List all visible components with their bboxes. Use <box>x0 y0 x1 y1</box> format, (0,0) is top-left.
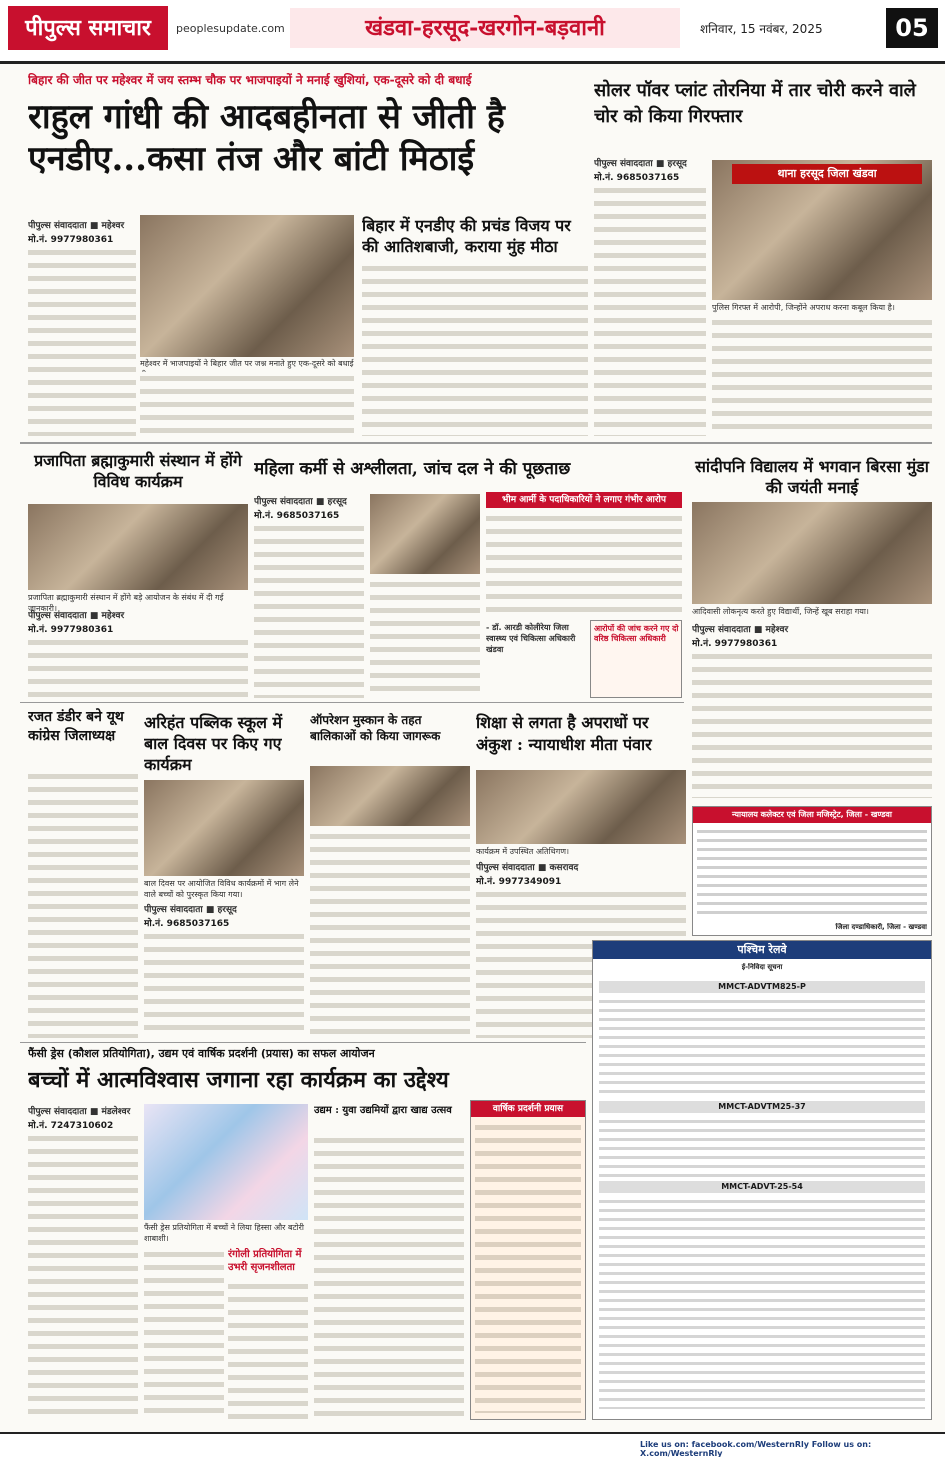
lead-headline: राहुल गांधी की आदबहीनता से जीती है एनडीए...कसा तंज और बांटी मिठाई <box>28 97 505 179</box>
railway-subtitle: ई-निविदा सूचना <box>741 963 783 971</box>
shiksha-headline: शिक्षा से लगता है अपराधों पर अंकुश : न्यायाधीश मीता पंवार <box>476 713 652 754</box>
railway-row-3-header: MMCT-ADVT-25-54 <box>599 1181 925 1193</box>
fancy-headline: बच्चों में आत्मविश्वास जगाना रहा कार्यक्रम का उद्देश्य <box>28 1067 449 1093</box>
fancy-kicker: फैंसी ड्रेस (कौशल प्रतियोगिता), उद्यम एवं वार्षिक प्रदर्शनी (प्रयास) का सफल आयोजन <box>28 1047 375 1060</box>
mahila-photo <box>370 494 480 574</box>
brahma-photo-caption: प्रजापिता ब्रह्माकुमारी संस्थान में होंगे बड़े आयोजन के संबंध में दी गई जानकारी। <box>28 593 224 613</box>
mahila-body-3 <box>486 512 682 616</box>
fancy-body-3 <box>228 1280 308 1420</box>
page-number: 05 <box>886 8 938 48</box>
lead-mobile: मो.नं. 9977980361 <box>28 235 114 245</box>
footer-social[interactable]: Like us on: facebook.com/WesternRly Follow us on: X.com/WesternRly <box>640 1440 872 1457</box>
court-notice <box>692 806 932 936</box>
fancy-subhead-1: रंगोली प्रतियोगिता में उभरी सृजनशीलता <box>228 1249 302 1273</box>
sandipani-photo-caption: आदिवासी लोकनृत्य करते हुए विद्यार्थी, जिन्हें खूब सराहा गया। <box>692 607 869 616</box>
row-divider-3 <box>20 1042 586 1043</box>
bihar-headline: बिहार में एनडीए की प्रचंड विजय पर की आतिशबाजी, कराया मुंह मीठा <box>362 216 571 256</box>
fancy-body <box>28 1132 138 1420</box>
sandipani-photo <box>692 502 932 604</box>
row-divider-2 <box>20 702 684 703</box>
mahila-boxed-note <box>590 620 682 698</box>
solar-headline: सोलर पॉवर प्लांट तोरनिया में तार चोरी करने वाले चोर को किया गिरफ्तार <box>594 80 916 127</box>
court-notice-title: न्यायालय कलेक्टर एवं जिला मजिस्ट्रेट, जिला - खण्डवा <box>693 807 931 823</box>
shiksha-mobile: मो.नं. 9977349091 <box>476 877 562 887</box>
sandipani-mobile: मो.नं. 9977980361 <box>692 639 778 649</box>
fancy-photo <box>144 1104 308 1220</box>
mahila-box-title: आरोपों की जांच करने गए दो वरिष्ठ चिकित्सा अधिकारी <box>594 624 679 643</box>
sandipani-headline: सांदीपनि विद्यालय में भगवान बिरसा मुंडा की जयंती मनाई <box>695 457 929 497</box>
brahma-byline: पीपुल्स संवाददाता ■ महेश्वर <box>28 611 125 621</box>
mahila-body <box>254 522 364 698</box>
fancy-body-2 <box>144 1248 224 1420</box>
brahma-photo <box>28 504 248 590</box>
fancy-subhead-2: उद्यम : युवा उद्यमियों द्वारा खाद्य उत्सव <box>314 1105 452 1116</box>
bihar-body <box>362 262 588 436</box>
fancy-body-4 <box>314 1134 464 1420</box>
lead-photo-caption: महेश्वर में भाजपाइयों ने बिहार जीत पर जश्न मनाते हुए एक-दूसरे को बधाई <box>140 359 354 368</box>
fancy-byline: पीपुल्स संवाददाता ■ मंडलेश्वर <box>28 1107 131 1117</box>
lead-photo <box>140 215 354 357</box>
shiksha-photo-caption: कार्यक्रम में उपस्थित अतिथिगण। <box>476 847 570 856</box>
mahila-subhead: भीम आर्मी के पदाधिकारियों ने लगाए गंभीर आरोप <box>486 492 682 508</box>
sandipani-body <box>692 650 932 798</box>
rajat-headline: रजत डंडीर बने यूथ कांग्रेस जिलाध्यक्ष <box>28 709 124 744</box>
railway-title: पश्चिम रेलवे <box>593 941 931 959</box>
fancy-photo-caption: फैंसी ड्रेस प्रतियोगिता में बच्चों ने लिया हिस्सा और बटोरी शाबाशी। <box>144 1223 304 1243</box>
newspaper-logo: पीपुल्स समाचार <box>8 6 168 50</box>
muskan-headline: ऑपरेशन मुस्कान के तहत बालिकाओं को किया जागरूक <box>310 713 441 743</box>
arihant-body <box>144 930 304 1038</box>
lead-kicker: बिहार की जीत पर महेश्वर में जय स्तम्भ चौक पर भाजपाइयों ने मनाई खुशियां, एक-दूसरे को दी बधाई <box>28 73 472 87</box>
railway-tender <box>592 940 932 1420</box>
police-station-sign: थाना हरसूद जिला खंडवा <box>732 164 922 184</box>
solar-body-2 <box>712 316 932 436</box>
website-link[interactable]: peoplesupdate.com <box>176 22 285 35</box>
mahila-headline: महिला कर्मी से अश्लीलता, जांच दल ने की पूछताछ <box>254 459 571 479</box>
arihant-photo-caption: बाल दिवस पर आयोजित विविध कार्यक्रमों में भाग लेने वाले बच्चों को पुरस्कृत किया गया। <box>144 879 299 899</box>
lead-byline: पीपुल्स संवाददाता ■ महेश्वर <box>28 221 125 231</box>
shiksha-byline: पीपुल्स संवाददाता ■ कसरावद <box>476 863 579 873</box>
railway-row-1-body <box>599 997 925 1097</box>
railway-row-2-body <box>599 1117 925 1177</box>
fancy-sidebar-body <box>475 1121 581 1413</box>
railway-row-3-body <box>599 1197 925 1409</box>
railway-row-2-header: MMCT-ADVTM25-37 <box>599 1101 925 1113</box>
railway-row-1-header: MMCT-ADVTM825-P <box>599 981 925 993</box>
solar-mobile: मो.नं. 9685037165 <box>594 173 680 183</box>
fancy-subhead-3: वार्षिक प्रदर्शनी प्रयास <box>471 1101 585 1117</box>
sandipani-byline: पीपुल्स संवाददाता ■ महेश्वर <box>692 625 789 635</box>
muskan-photo <box>310 766 470 826</box>
arihant-photo <box>144 780 304 876</box>
solar-photo-caption: पुलिस गिरफ्त में आरोपी, जिन्होंने अपराध करना कबूल किया है। <box>712 303 895 312</box>
fancy-sidebar <box>470 1100 586 1420</box>
court-notice-signoff: जिला दण्डाधिकारी, जिला - खण्डवा <box>835 923 927 931</box>
mahila-mobile: मो.नं. 9685037165 <box>254 511 340 521</box>
arihant-mobile: मो.नं. 9685037165 <box>144 919 230 929</box>
arihant-byline: पीपुल्स संवाददाता ■ हरसूद <box>144 905 237 915</box>
rajat-body <box>28 770 138 1038</box>
court-notice-body <box>697 827 927 919</box>
arihant-headline: अरिहंत पब्लिक स्कूल में बाल दिवस पर किए गए कार्यक्रम <box>144 713 283 774</box>
fancy-mobile: मो.नं. 7247310602 <box>28 1121 114 1131</box>
section-title: खंडवा-हरसूद-खरगोन-बड़वानी <box>290 8 680 48</box>
mahila-signoff: - डॉ. आरडी कोलीरेया जिला स्वास्थ्य एवं चिकित्सा अधिकारी खंडवा <box>486 623 576 654</box>
brahma-headline: प्रजापिता ब्रह्माकुमारी संस्थान में होंगे विविध कार्यक्रम <box>34 451 242 491</box>
mahila-body-2 <box>370 578 480 698</box>
solar-photo <box>712 160 932 300</box>
masthead <box>0 0 945 64</box>
mahila-byline: पीपुल्स संवाददाता ■ हरसूद <box>254 497 347 507</box>
lead-body <box>28 246 136 436</box>
solar-body <box>594 184 706 436</box>
footer-bar <box>0 1432 945 1457</box>
solar-byline: पीपुल्स संवाददाता ■ हरसूद <box>594 159 687 169</box>
row-divider <box>20 442 932 444</box>
lead-body-2 <box>140 372 354 436</box>
shiksha-photo <box>476 770 686 844</box>
muskan-body <box>310 830 470 1038</box>
brahma-body <box>28 636 248 698</box>
issue-date: शनिवार, 15 नवंबर, 2025 <box>700 22 823 36</box>
brahma-mobile: मो.नं. 9977980361 <box>28 625 114 635</box>
